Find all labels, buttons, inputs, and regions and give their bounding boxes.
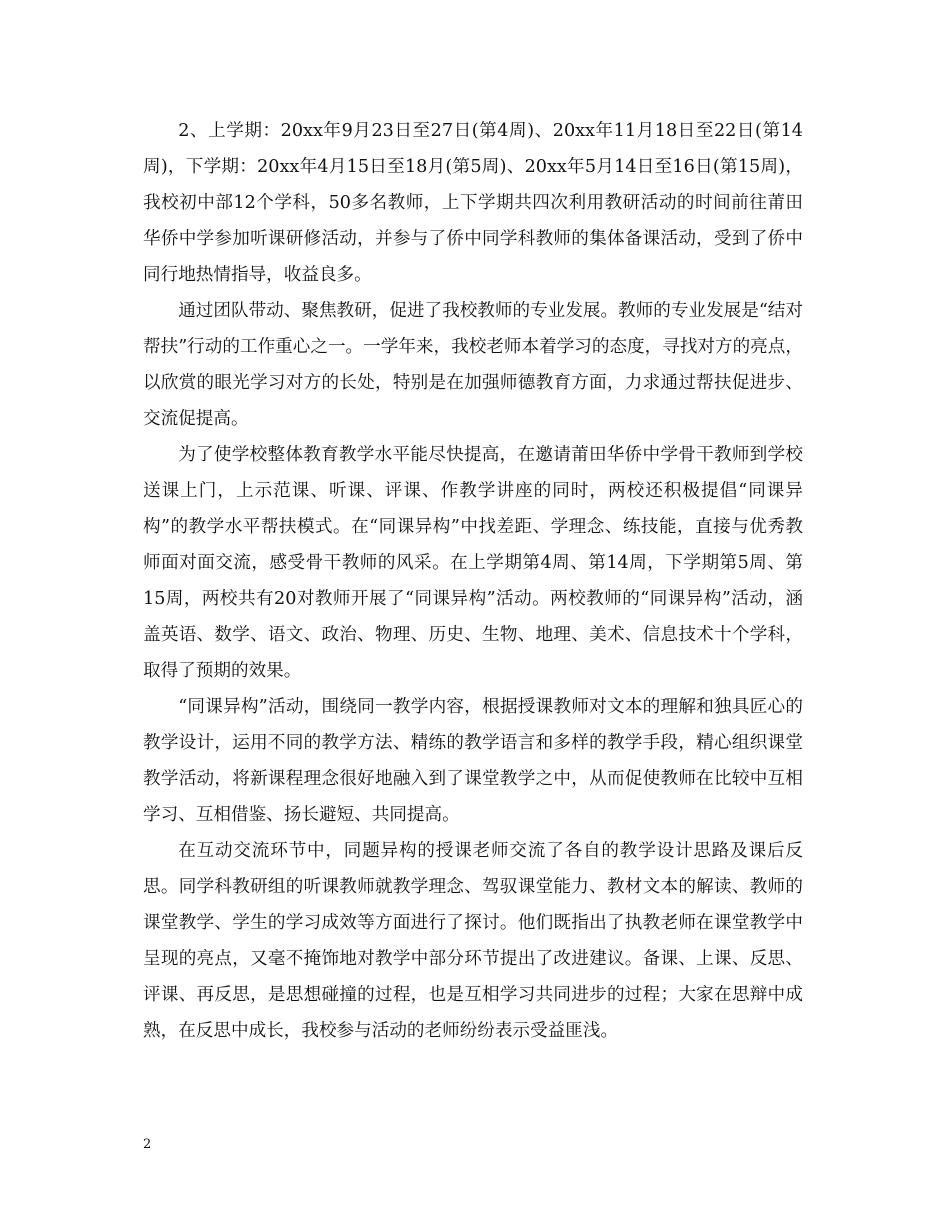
paragraph-schedule: 2、上学期：20xx年9月23日至27日(第4周)、20xx年11月18日至22日(第14周)，下学期：20xx年4月15日至18月(第5周)、20xx年5月14日至16日(第15周)，我校初中部12个学科，50多名教师，上下学期共四次利用教研活动的时间前往莆田华侨中学参加听课研修活动，并参与了侨中同学科教师的集体备课活动，受到了侨中同行地热情指导，收益良多。 — [143, 121, 803, 285]
paragraph-same-lesson-activity: “同课异构”活动，围绕同一教学内容，根据授课教师对文本的理解和独具匠心的教学设计，运用不同的教学方法、精练的教学语言和多样的教学手段，精心组织课堂教学活动，将新课程理念很好地融入到了课堂教学之中，从而促使教师在比较中互相学习、互相借鉴、扬长避短、共同提高。 — [143, 697, 803, 825]
document-body — [143, 113, 803, 1049]
paragraph-teaching-support-model: 为了使学校整体教育教学水平能尽快提高，在邀请莆田华侨中学骨干教师到学校送课上门，上示范课、听课、评课、作教学讲座的同时，两校还积极提倡“同课异构”的教学水平帮扶模式。在“同课异构”中找差距、学理念、练技能，直接与优秀教师面对面交流，感受骨干教师的风采。在上学期第4周、第14周，下学期第5周、第15周，两校共有20对教师开展了“同课异构”活动。两校教师的“同课异构”活动，涵盖英语、数学、语文、政治、物理、历史、生物、地理、美术、信息技术十个学科，取得了预期的效果。 — [143, 445, 803, 681]
paragraph-interaction-reflection: 在互动交流环节中，同题异构的授课老师交流了各自的教学设计思路及课后反思。同学科教研组的听课教师就教学理念、驾驭课堂能力、教材文本的解读、教师的课堂教学、学生的学习成效等方面进行了探讨。他们既指出了执教老师在课堂教学中呈现的亮点，又毫不掩饰地对教学中部分环节提出了改进建议。备课、上课、反思、评课、再反思，是思想碰撞的过程，也是互相学习共同进步的过程；大家在思辩中成熟，在反思中成长，我校参与活动的老师纷纷表示受益匪浅。 — [143, 841, 803, 1041]
paragraph-professional-development: 通过团队带动、聚焦教研，促进了我校教师的专业发展。教师的专业发展是“结对帮扶”行动的工作重心之一。一学年来，我校老师本着学习的态度，寻找对方的亮点，以欣赏的眼光学习对方的长处，特别是在加强师德教育方面，力求通过帮扶促进步、交流促提高。 — [143, 301, 803, 429]
page-number: 2 — [143, 1137, 152, 1152]
